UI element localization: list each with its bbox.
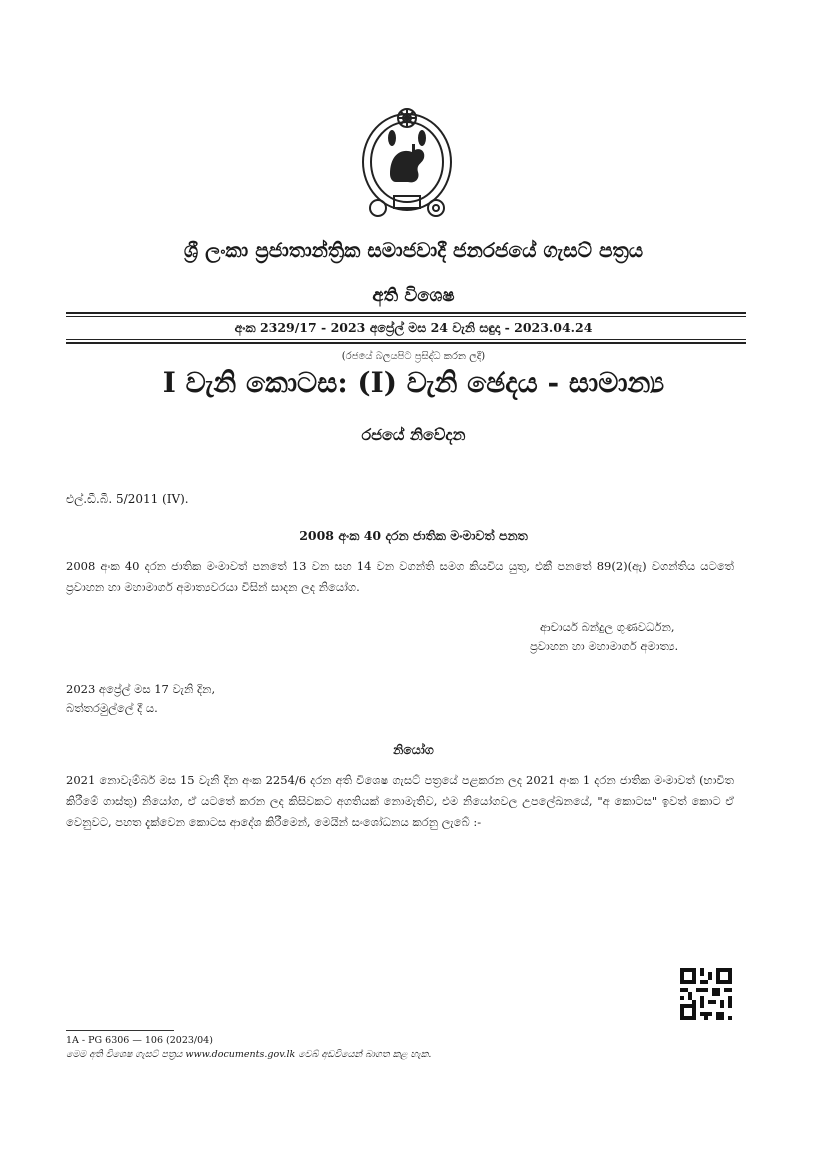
download-note: මෙම අති විශෙෂ ගැසට් පත්‍රය www.documents.gov.lk වෙබ් අඩවියෙන් බාගත කළ හැක. xyxy=(66,1049,432,1060)
intro-paragraph: 2008 අංක 40 දරන ජාතික මංමාවත් පනතේ 13 වන සහ 14 වන වගන්ති සමග කියවිය යුතු, එකී පනතේ 89(2)(ඇ) වගන්තිය යටතේ ප්‍රවාහන හා මහාමාර්ග අමාත්‍යවරයා විසින් සාදන ලද නියෝග. xyxy=(66,559,734,594)
act-heading: 2008 අංක 40 දරන ජාතික මංමාවත් පනත xyxy=(299,528,528,543)
authority-note: (රජයේ බලයපිට ප්‍රසිද්ධ කරන ලදී) xyxy=(341,351,486,362)
date-line: 2023 අප්‍රේල් මස 17 වැනි දින, xyxy=(66,682,216,696)
divider xyxy=(66,342,746,344)
gazette-subtitle: අති විශෙෂ xyxy=(372,285,455,306)
divider xyxy=(66,316,746,317)
part-title: I වැනි කොටස: (I) වැනි ඡෙදය - සාමාන්‍ය xyxy=(162,366,665,399)
gazette-title: ශ්‍රී ලංකා ප්‍රජාතාන්ත්‍රික සමාජවාදී ජනරජයේ ගැසට් පත්‍රය xyxy=(183,238,644,262)
divider xyxy=(66,312,746,314)
signatory-title: ප්‍රවාහන හා මහාමාර්ග අමාත්‍ය. xyxy=(530,639,679,653)
regulations-paragraph: 2021 නොවැම්බර් මස 15 වැනි දින අංක 2254/6 දරන අති විශෙෂ ගැසට් පත්‍රයේ පළකරන ලද 2021 අංක 1 දරන ජාතික මංමාවත් (භාවිත කිරීමේ ගාස්තු) නියෝග, ඒ යටතේ කරන ලද කිසිවකට අගතියක් නොමැතිව, එම නියෝගවල උපලේඛනයේ, "අ කොටස" ඉවත් කොට ඒ වෙනුවට, පහත දැක්වෙන කොටස ආදේශ කිරීමෙන්, මෙයින් සංශෝධනය කරනු ලැබේ :- xyxy=(66,773,734,829)
section-title: රජයේ නිවේදන xyxy=(361,425,466,444)
coat-of-arms-icon xyxy=(356,104,458,226)
regulations-heading: නියෝග xyxy=(393,742,434,757)
signatory-name: ආචාර්ය බන්දුල ගුණවර්ධන, xyxy=(540,620,675,634)
footnote-divider xyxy=(66,1030,174,1031)
reference-number: එල්.ඩී.බී. 5/2011 (IV). xyxy=(66,492,189,506)
place-line: බත්තරමුල්ලේ දී ය. xyxy=(66,701,158,715)
divider xyxy=(66,339,746,340)
issue-line: අංක 2329/17 - 2023 අප්‍රේල් මස 24 වැනි සඳුදා - 2023.04.24 xyxy=(234,320,593,335)
print-code: 1A - PG 6306 — 106 (2023/04) xyxy=(66,1035,213,1046)
qr-code-icon xyxy=(680,968,732,1020)
